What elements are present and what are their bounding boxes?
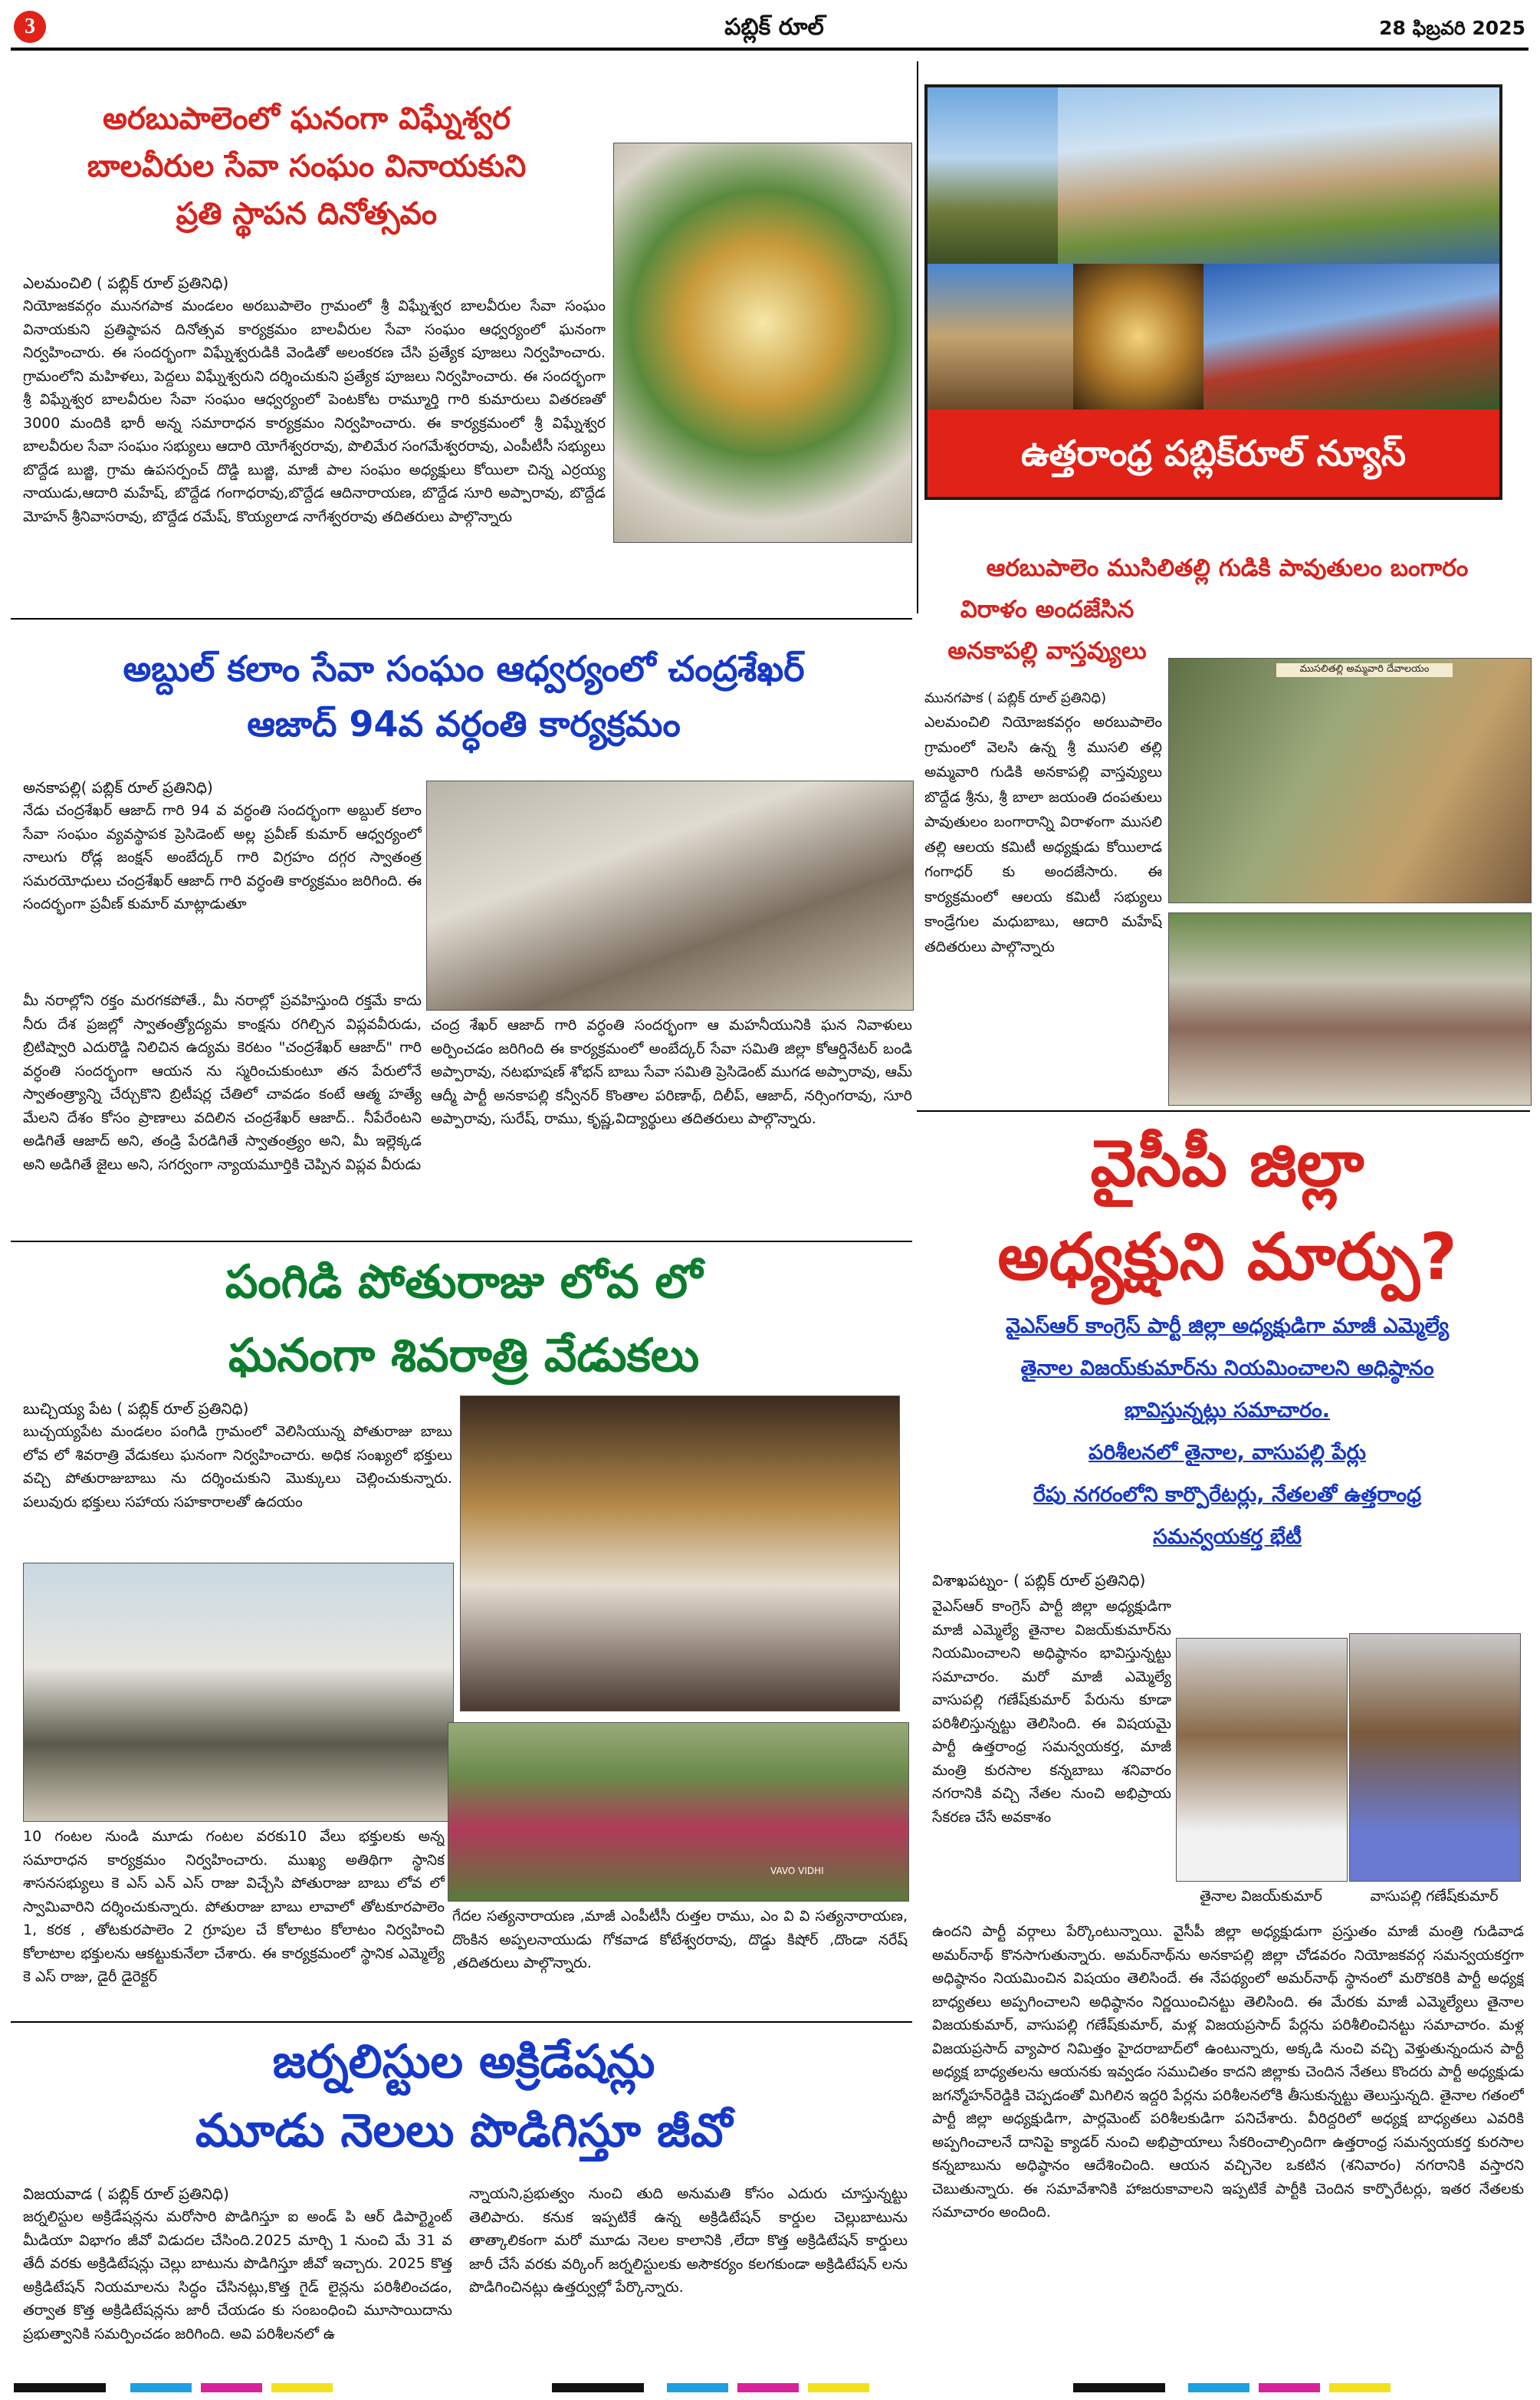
article4-body-right: న్నాయని,ప్రభుత్వం నుంచి తుది అనుమతి కోసం ఎదురు చూస్తున్నట్టు తెలిపారు. కనుక ఇప్పటికే ఉన్న అక్రిడిటేషన్ కార్డుల చెల్లుబాటును తాత్కాలికంగా మరో మూడు నెలల కాలానికి ,లేదా కొత్త అక్రిడిటేషన్ కార్డులు జారీ చేసే వరకు వర్కింగ్ జర్నలిస్టులకు అసౌకర్యం కలగకుండా అక్రిడిటేషన్ లను పొడిగించినట్లు ఉత్తర్వుల్లో పేర్కొన్నారు. — [469, 2185, 908, 2296]
article5-headline-line3: అనకాపల్లి వాస్తవ్యులు — [947, 637, 1147, 665]
article6-body-full: ఉందని పార్టీ వర్గాలు పేర్కొంటున్నాయి. వైసీపీ జిల్లా అధ్యక్షుడుగా ప్రస్తుతం మాజీ మంత్రి గుడివాడ అమర్‌నాథ్ కొనసాగుతున్నారు. అమర్‌నాథ్‌ను అనకాపల్లి జిల్లా చోడవరం నియోజకవర్గ సమన్వయకర్తగా అధిష్ఠానం నియమించిన విషయం తెలిసిందే. ఈ నేపథ్యంలో అమర్‌నాథ్ స్థానంలో మరొకరికి పార్టీ అధ్యక్ష బాధ్యతలు అప్పగించాలని అధిష్ఠానం నిర్ణయించినట్టు తెలిసింది. ఈ మేరకు మాజీ ఎమ్మెల్యేలు తైనాల విజయకుమార్, వాసుపల్లి గణేష్‌కుమార్, మళ్ల విజయప్రసాద్ పేర్లను పరిశీలించినట్టు సమాచారం. మళ్ల విజయప్రసాద్ వ్యాపార నిమిత్తం హైదరాబాద్‌లో ఉంటున్నారు, అక్కడి నుంచి వచ్చి వెళ్తుతున్నందున పార్టీ అధ్యక్ష బాధ్యతలను ఆయనకు ఇవ్వడం సముచితం కాదని జిల్లాకు చెందిన నేతలు కొందరు పార్టీ అధ్యక్షుడు జగన్మోహన్‌రెడ్డికి చెప్పడంతో మిగిలిన ఇద్దరి పేర్లను పరిశీలనలోకి తీసుకున్నట్టు తెలుస్తున్నది. తైనాల గతంలో పార్టీ జిల్లా అధ్యక్షుడిగా, పార్లమెంట్ పరిశీలకుడిగా పనిచేశారు. వీరిద్దరిలో అధ్యక్ష బాధ్యతలు ఎవరికి అప్పగించాలనే దానిపై క్యాడర్ నుంచి అభిప్రాయాలు సేకరించాల్సిందిగా ఉత్తరాంధ్ర సమన్వయకర్త కురసాల కన్నబాబును అధిష్ఠానం ఆదేశించింది. ఆయన వచ్చినెల ఒకటిన (శనివారం) నగరానికి వస్తారని చెబుతున్నారు. ఈ సమావేశానికి హాజరుకావాలని ఇప్పటికే పార్టీకి చెందిన కార్పొరేటర్లు, ఇతర నేతలకు సమాచారం అందింది. — [932, 1923, 1524, 2221]
color-strip-cyan — [130, 2383, 192, 2392]
article2-headline — [23, 641, 905, 751]
article1-body-bottom — [23, 543, 905, 613]
article3-body-top: బుచ్చయ్యపేట మండలం పంగిడి గ్రామంలో వెలిసియున్న పోతురాజు బాబు లోవ లో శివరాత్రి వేడుకలు ఘనంగా నిర్వహించారు. అధిక సంఖ్యలో భక్తులు వచ్చి పోతురాజుబాబు ను దర్శించుకుని మొక్కులు చెల్లించుకున్నారు. పలువురు భక్తులు సహాయ సహకారాలతో ఉదయం — [23, 1423, 452, 1511]
article1-headline-line2: బాలవీరుల సేవా సంఘం వినాయకుని — [87, 149, 527, 184]
article5-photo-donation — [1168, 658, 1532, 903]
tourism-collage — [924, 84, 1502, 500]
article3-photo-kolatam — [448, 1722, 909, 1902]
article4-dateline: విజయవాడ ( పబ్లిక్ రూల్ ప్రతినిధి) — [23, 2185, 229, 2203]
collage-pagoda — [1203, 264, 1499, 409]
article5-photo-devotees — [1168, 912, 1532, 1106]
photo-thainala-vijaykumar — [1176, 1638, 1348, 1882]
subhead-4: పరిశీలనలో తైనాల, వాసుపల్లి పేర్లు — [1089, 1441, 1366, 1465]
article4-body-left: జర్నలిస్టుల అక్రిడేషన్లను మరోసారి పొడిగిస్తూ ఐ అండ్ పి ఆర్ డిపార్ట్మెంట్ మీడియా విభాగం జీవో విడుదల చేసింది.2025 మార్చి 1 నుంచి మే 31 వ తేదీ వరకు అక్రిడిటేషన్లు చెల్లు బాటును పొడిగిస్తూ జీవో ఇచ్చారు. 2025 కొత్త అక్రిడిటేషన్ నియమాలను సిద్ధం చేసినట్లు,కొత్త గైడ్ లైన్లను పరిశీలించడం, తర్వాత కొత్త అక్రిడిటేషన్లను జారీ చేయడం కు సంబంధించి మూసాయిదాను ప్రభుత్వానికి సమర్పించడం జరిగింది. అవి పరిశీలనలో ఉ — [23, 2208, 452, 2342]
article1-body-top: నియోజకవర్గం మునగపాక మండలం అరబుపాలెం గ్రామంలో శ్రీ విఘ్నేశ్వర బాలవీరుల సేవా సంఘం వినాయకుని ప్రతిష్ఠాపన దినోత్సవ కార్యక్రమం బాలవీరుల సేవా సంఘం ఆధ్వర్యంలో ఘనంగా నిర్వహించారు. ఈ సందర్భంగా విఘ్నేశ్వరుడికి వెండితో అలంకరణ చేసి ప్రత్యేక పూజలు నిర్వహించారు. గ్రామంలోని మహిళలు, పెద్దలు విఘ్నేశ్వరుని దర్శించుకుని ప్రత్యేక పూజలు నిర్వహించారు. ఈ సందర్భంగా శ్రీ విఘ్నేశ్వర బాలవీరుల సేవా సంఘం ఆధ్వర్యంలో పెంటకోట రామ్మూర్తి గారి కుమారులు వితరణతో 3000 మందికి భారీ అన్న సమారాధన కార్యక్రమం నిర్వహించారు. ఈ కార్యక్రమంలో శ్రీ విఘ్నేశ్వర బాలవీరుల సేవా సంఘం సభ్యులు ఆదారి యోగేశ్వరరావు, పొలిమేర సంగమేశ్వరరావు, ఎంపీటీసీ సభ్యులు బొద్దేడ బుజ్జి, గ్రామ ఉపసర్పంచ్ దొడ్డి బుజ్జి, మాజీ పాల సంఘం అధ్యక్షులు కోయిలా చిన్న ఎర్రయ్య నాయుడు,ఆదారి మహేష్, బొద్దేడ గంగాధరావు,బొద్దేడ ఆదినారాయణ, బొద్దేడ సూరి అప్పారావు, బొద్దేడ మోహన్ శ్రీనివాసరావు, బొద్దేడ రమేష్, కొయ్యలాడ నాగేశ్వరరావు తదితరులు పాల్గొన్నారు — [23, 298, 606, 525]
article5-headline-line2: విరాళం అందజేసిన — [960, 596, 1134, 623]
page-number-badge: 3 — [14, 11, 46, 43]
collage-temple-tower — [928, 264, 1073, 409]
article3-headline — [23, 1245, 905, 1392]
article2-headline-line1: అబ్దుల్ కలాం సేవా సంఘం ఆధ్వర్యంలో చంద్రశేఖర్ — [123, 648, 805, 689]
article1-headline-line3: ప్రతి స్థాపన దినోత్సవం — [176, 196, 438, 232]
photo-credit: VAVO VIDHI — [770, 1866, 824, 1876]
collage-coastline — [1058, 87, 1499, 264]
color-strip-yellow-2 — [808, 2383, 869, 2392]
divider — [11, 1241, 912, 1242]
collage-temple-gopuram — [928, 87, 1058, 264]
article5-headline-rest — [924, 589, 1170, 672]
article6-headline — [924, 1116, 1530, 1304]
color-strip-black-3 — [1073, 2383, 1165, 2392]
subhead-1: వైఎస్ఆర్ కాంగ్రెస్ పార్టీ జిల్లా అధ్యక్షుడిగా మాజీ ఎమ్మెల్యే — [1005, 1314, 1450, 1338]
color-strip-black-2 — [552, 2383, 644, 2392]
article2-body-left-cont: మీ నరాల్లోని రక్తం మరగకపోతే., మీ నరాల్లో ప్రవహిస్తుంది రక్తమే కాదు నీరు దేశ ప్రజల్లో స్వాతంత్ర్యోద్యమ కాంక్షను రగిల్చిన విప్లవవీరుడు, బ్రిటిష్వారి ఎదురొడ్డి నిలిచిన ఉద్యమ కెరటం "చంద్రశేఖర్ ఆజాద్" గారి వర్ధంతి సందర్భంగా ఆయన ను స్మరించుకుంటూ తన పేరులోనే స్వాతంత్ర్యాన్ని చేర్చుకొని బ్రిటీషర్ల చేతిలో చావడం కంటే ఆత్మ హత్యే మేలని దేశం కోసం ప్రాణాలు వదిలిన చంద్రశేఖర్ ఆజాద్.. నీపేరేంటని అడిగితే ఆజాద్ అని, తండ్రి పేరడిగితే స్వాతంత్ర్యం అని, మీ ఇల్లెక్కడ అని అడిగితే జైలు అని, సగర్వంగా న్యాయమూర్తికి చెప్పిన విప్లవ వీరుడు — [23, 992, 422, 1173]
article3-body-right: గేదల సత్యనారాయణ ,మాజీ ఎంపీటీసీ రుత్తల రాము, ఎం వి వి సత్యనారాయణ, దొంకిన అప్పలనాయుడు గోకవాడ కోటేశ్వరరావు, దొడ్డు కిషోర్ ,దొండా నరేష్ ,తదితరులు పాల్గొన్నారు. — [452, 1908, 908, 1971]
article3-headline-line2: ఘనంగా శివరాత్రి వేడుకలు — [228, 1329, 700, 1382]
issue-date: 28 ఫిబ్రవరి 2025 — [1379, 17, 1525, 39]
photo-vasupalli-ganeshkumar — [1349, 1633, 1521, 1882]
banner-title: ఉత్తరాంధ్ర పబ్లిక్‌రూల్ న్యూస్ — [928, 409, 1499, 497]
article1-photo-ganesha — [613, 143, 912, 543]
paper-name: పబ్లిక్ రూల్ — [724, 14, 824, 41]
subhead-6: సమన్వయకర్త భేటీ — [1153, 1525, 1302, 1549]
header-rule — [11, 48, 1529, 51]
caption-vasupalli: వాసుపల్లి గణేష్‌కుమార్ — [1370, 1888, 1499, 1905]
color-strip-yellow — [271, 2383, 333, 2392]
article2-body-left: నేడు చంద్రశేఖర్ ఆజాద్ గారి 94 వ వర్ధంతి సందర్భంగా అబ్దుల్ కలాం సేవా సంఘం వ్యవస్థాపక ప్రెసిడెంట్ అల్ల ప్రవీణ్ కుమార్ ఆధ్వర్యంలో నాలుగు రోడ్ల జంక్షన్ అంబేద్కర్ గారి విగ్రహం దగ్గర స్వాతంత్ర సమరయోధులు చంద్రశేఖర్ ఆజాద్ గారి వర్ధంతి కార్యక్రమం జరిగింది. ఈ సందర్భంగా ప్రవీణ్ కుమార్ మాట్లాడుతూ — [23, 802, 422, 912]
article1-headline — [23, 95, 590, 238]
subhead-3: భావిస్తున్నట్లు సమాచారం. — [1124, 1399, 1331, 1422]
article4-headline-line2: మూడు నెలలు పొడిగిస్తూ జీవో — [195, 2104, 733, 2158]
article4-headline — [23, 2027, 905, 2165]
article1-dateline: ఎలమంచిలి ( పబ్లిక్ రూల్ ప్రతినిధి) — [23, 274, 229, 292]
article5-dateline: మునగపాక ( పబ్లిక్ రూల్ ప్రతినిధి) — [924, 690, 1107, 706]
divider — [917, 61, 918, 613]
article3-body-bottom: 10 గంటల నుండి మూడు గంటల వరకు10 వేలు భక్తులకు అన్న సమారాధన కార్యక్రమం నిర్వహించారు. ముఖ్య అతిథిగా స్థానిక శాసనసభ్యులు కె ఎస్ ఎన్ ఎస్ రాజు విచ్చేసి పోతురాజు బాబు లోవ లో స్వామివారిని దర్శించుకున్నారు. పోతురాజు బాబు లావాలో తోటకూరపాలెం 1, కరక , తోటకురపాలెం 2 గ్రూపుల చే కోలాటం కోలాటం నిర్వహించి కోలాటాల భక్తులను ఆకట్టుకునేలా చేశారు. ఈ కార్యక్రమంలో స్థానిక ఎమ్మెల్యే కె ఎస్ రాజు, డైరీ డైరెక్టర్ — [23, 1828, 445, 1985]
article2-photo-tribute — [426, 781, 914, 1011]
color-strip-magenta — [201, 2383, 262, 2392]
article2-dateline: అనకాపల్లి( పబ్లిక్ రూల్ ప్రతినిధి) — [23, 778, 213, 797]
collage-deity — [1073, 264, 1203, 409]
article6-headline-line2: అధ్యక్షుని మార్పు? — [997, 1219, 1457, 1294]
article5-headline-line1: ఆరబుపాలెం ముసిలితల్లి గుడికి పావుతులం బంగారం — [986, 554, 1469, 582]
color-strip-magenta-3 — [1259, 2383, 1320, 2392]
caption-thainala: తైనాల విజయ్‌కుమార్ — [1200, 1888, 1322, 1905]
divider — [11, 2021, 912, 2023]
temple-sign: ముసలితల్లి అమ్మవారి దేవాలయం — [1276, 663, 1453, 677]
article2-body-right: చంద్ర శేఖర్ ఆజాద్ గారి వర్ధంతి సందర్భంగా ఆ మహనీయునికి ఘన నివాళులు అర్పించడం జరిగింది ఈ కార్యక్రమంలో అంబేద్కర్ సేవా సమితి జిల్లా కోఆర్డినేటర్ బండి అప్పారావు, నటభూషణ్ శోభన్ బాబు సేవా సమితి ప్రెసిడెంట్ ముగడ అప్పారావు, ఆమ్ ఆద్మీ పార్టీ అనకాపల్లి కన్వీనర్ కొంతాల పరిణాథ్, దిలీప్, ఆజాద్, నర్సింగరావు, సూరి అప్పారావు, సురేష్, రాము, కృష్ణ,విద్యార్థులు తదితరులు పాల్గొన్నారు. — [431, 1017, 912, 1127]
article3-headline-line1: పంగిడి పోతురాజు లోవ లో — [225, 1255, 703, 1309]
article5-body: ఎలమంచిలి నియోజకవర్గం అరబుపాలెం గ్రామంలో వెలసి ఉన్న శ్రీ ముసలి తల్లి అమ్మవారి గుడికి అనకాపల్లి వాస్తవ్యులు బొద్దేడ శ్రీను, శ్రీ బాలా జయంతి దంపతులు పావుతులం బంగారాన్ని విరాళంగా ముసలి తల్లి ఆలయ కమిటీ అధ్యక్షుడు కోయిలాడ గంగాధర్ కు అందజేసారు. ఈ కార్యక్రమంలో ఆలయ కమిటీ సభ్యులు కాండ్రేగుల మధుబాబు, ఆదారి మహేష్ తదితరులు పాల్గొన్నారు — [924, 714, 1162, 955]
article3-photo-mla-temple — [460, 1396, 900, 1711]
article6-dateline: విశాఖపట్నం- ( పబ్లిక్ రూల్ ప్రతినిధి) — [932, 1571, 1146, 1590]
article6-body-left: వైఎస్ఆర్ కాంగ్రెస్ పార్టీ జిల్లా అధ్యక్షుడిగా మాజీ ఎమ్మెల్యే తైనాల విజయ్‌కుమార్‌ను నియమించాలని అధిష్ఠానం భావిస్తున్నట్టు సమాచారం. మరో మాజీ ఎమ్మెల్యే వాసుపల్లి గణేష్‌కుమార్ పేరును కూడా పరిశీలిస్తున్నట్టు తెలిసింది. ఈ విషయమై పార్టీ ఉత్తరాంధ్ర సమన్వయకర్త, మాజీ మంత్రి కురసాల కన్నబాబు శనివారం నగరానికి వచ్చి నేతల నుంచి అభిప్రాయ సేకరణ చేసే అవకాశం — [932, 1598, 1171, 1826]
color-strip-cyan-3 — [1188, 2383, 1249, 2392]
article6-subheads — [924, 1305, 1530, 1558]
article3-photo-devotees-group — [23, 1563, 454, 1822]
article2-headline-line2: ఆజాద్ 94వ వర్ధంతి కార్యక్రమం — [247, 703, 681, 745]
article1-headline-line1: అరబుపాలెంలో ఘనంగా విఘ్నేశ్వర — [103, 101, 511, 136]
article6-headline-line1: వైసీపీ జిల్లా — [1090, 1126, 1364, 1201]
divider — [11, 618, 912, 620]
divider — [917, 1110, 1530, 1112]
color-strip-magenta-2 — [737, 2383, 799, 2392]
color-strip-black — [14, 2383, 106, 2392]
subhead-2: తైనాల విజయ్‌కుమార్‌ను నియమించాలని అధిష్ఠానం — [1020, 1356, 1434, 1380]
article4-headline-line1: జర్నలిస్టుల అక్రిడేషన్లు — [272, 2035, 655, 2089]
color-strip-yellow-3 — [1329, 2383, 1391, 2392]
color-strip-cyan-2 — [667, 2383, 728, 2392]
article3-dateline: బుచ్చియ్య పేట ( పబ్లిక్ రూల్ ప్రతినిధి) — [23, 1399, 249, 1418]
subhead-5: రేపు నగరంలోని కార్పొరేటర్లు, నేతలతో ఉత్తరాంధ్ర — [1033, 1483, 1422, 1507]
